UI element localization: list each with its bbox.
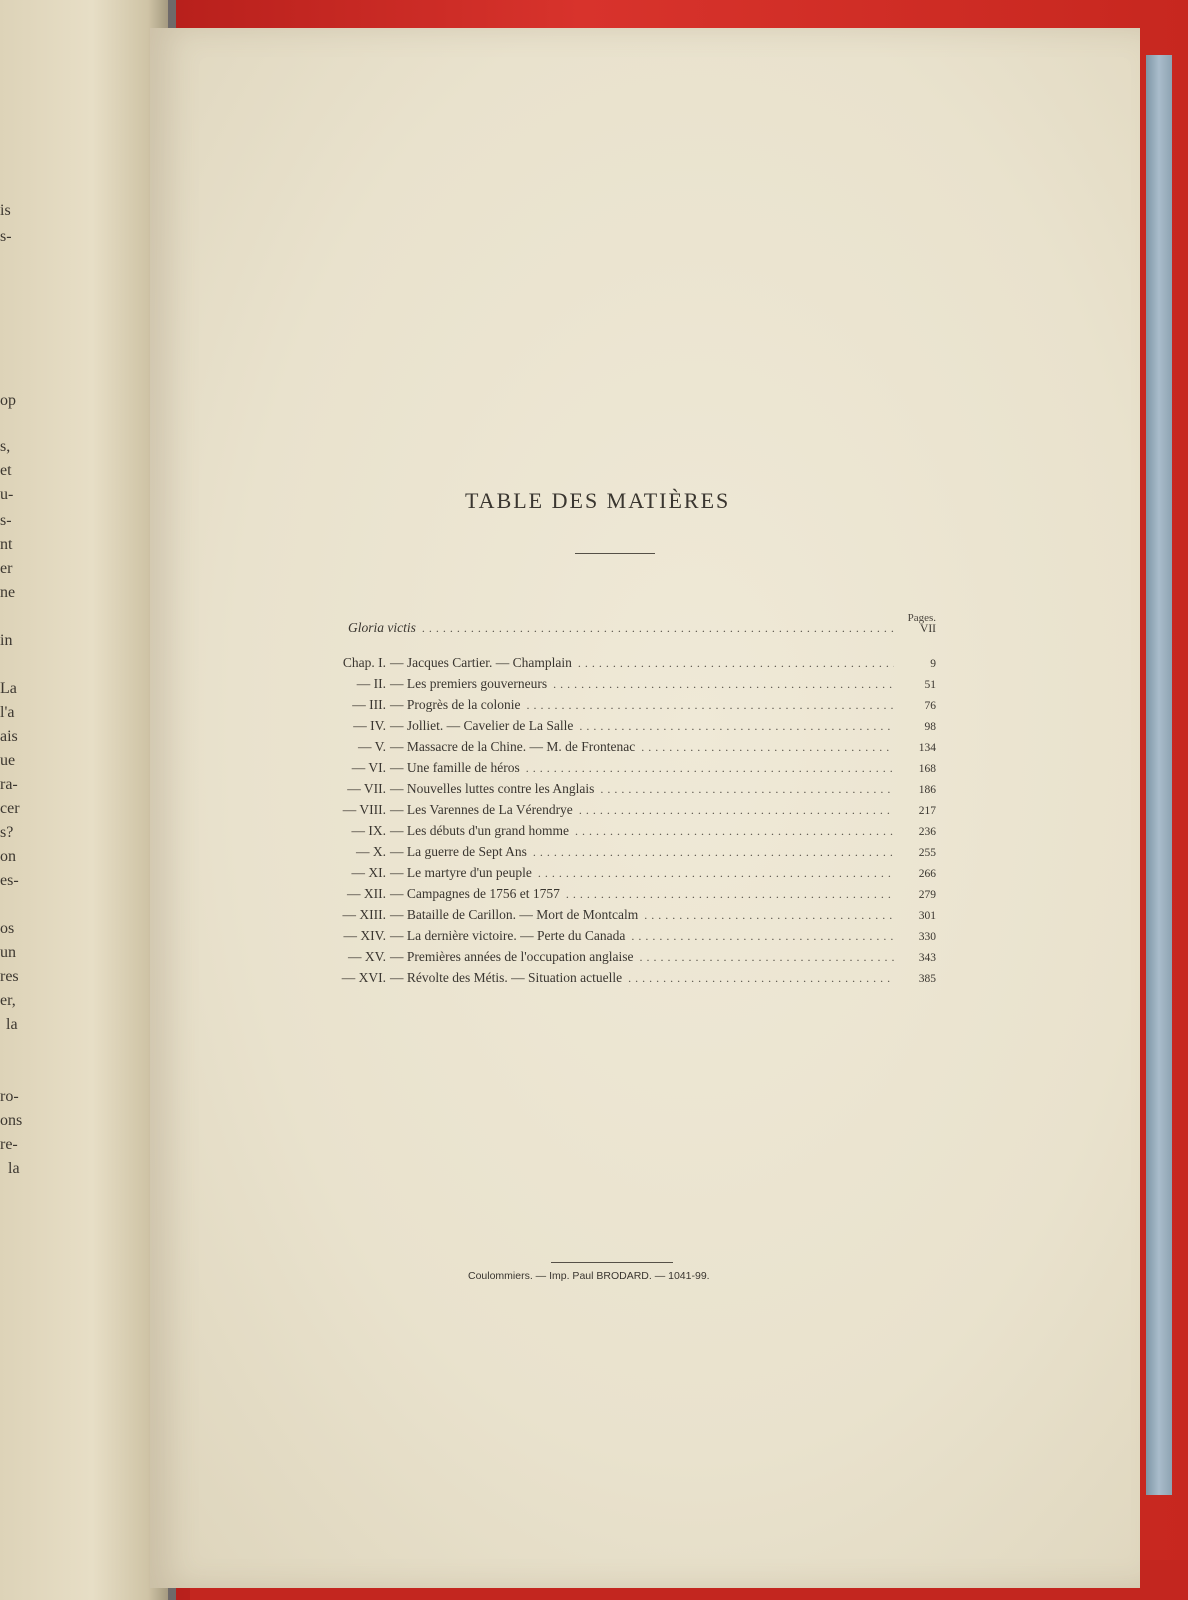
toc-leader-dots — [533, 845, 894, 860]
toc-entry — [290, 970, 936, 990]
toc-page-number: 301 — [918, 910, 936, 922]
left-page-text-fragment: in — [0, 632, 13, 649]
toc-entry — [290, 697, 936, 717]
toc-entry — [290, 886, 936, 906]
toc-leader-dots — [566, 887, 894, 902]
left-page — [0, 0, 168, 1600]
left-page-text-fragment: es- — [0, 872, 19, 889]
left-page-text-fragment: la — [8, 1160, 20, 1177]
toc-leader-dots — [526, 761, 894, 776]
left-page-text-fragment: s- — [0, 512, 12, 529]
toc-page-number: 51 — [924, 679, 936, 691]
toc-chapter-number: — XIII. — [342, 907, 386, 922]
left-page-text-fragment: et — [0, 462, 12, 479]
toc-chapter-number: — III. — [352, 697, 386, 712]
toc-chapter-number: — XVI. — [341, 970, 386, 985]
toc-page-number: 279 — [918, 889, 936, 901]
toc-chapter-title: — Les débuts d'un grand homme — [390, 823, 570, 838]
left-page-text-fragment: l'a — [0, 704, 15, 721]
toc-leader-dots — [639, 950, 894, 965]
toc-page-number: 236 — [918, 826, 936, 838]
toc-entry — [290, 949, 936, 969]
toc-leader-dots — [575, 824, 894, 839]
left-page-text-fragment: res — [0, 968, 19, 985]
toc-entry-gloria — [348, 620, 936, 640]
toc-page-number: 385 — [918, 973, 936, 985]
toc-leader-dots — [628, 971, 894, 986]
toc-entry — [290, 907, 936, 927]
toc-chapter-number: Chap. I. — [342, 655, 386, 670]
toc-page-number: 9 — [930, 658, 936, 670]
left-page-text-fragment: er, — [0, 992, 16, 1009]
toc-chapter-title: — Le martyre d'un peuple — [390, 865, 532, 880]
toc-page-number: VII — [920, 623, 936, 635]
toc-entry — [290, 760, 936, 780]
toc-chapter-title: — Bataille de Carillon. — Mort de Montcalm — [390, 907, 639, 922]
toc-chapter-title: — La dernière victoire. — Perte du Canada — [390, 928, 626, 943]
left-page-text-fragment: is — [0, 202, 11, 219]
toc-entry — [290, 781, 936, 801]
toc-chapter-title: — Jacques Cartier. — Champlain — [390, 655, 572, 670]
toc-entry — [290, 823, 936, 843]
left-page-text-fragment: s- — [0, 228, 12, 245]
toc-page-number: 98 — [924, 721, 936, 733]
toc-entry — [290, 802, 936, 822]
left-page-text-fragment: ais — [0, 728, 18, 745]
toc-entry — [290, 676, 936, 696]
left-page-text-fragment: ne — [0, 584, 16, 601]
toc-chapter-title: Gloria victis — [348, 620, 416, 635]
endpaper-edge — [1146, 55, 1172, 1495]
printer-imprint: Coulommiers. — Imp. Paul BRODARD. — 1041-99. — [468, 1270, 710, 1282]
toc-entry — [290, 718, 936, 738]
toc-page-number: 255 — [918, 847, 936, 859]
left-page-text-fragment: op — [0, 392, 16, 409]
toc-chapter-number: — VIII. — [342, 802, 386, 817]
toc-chapter-title: — Jolliet. — Cavelier de La Salle — [390, 718, 574, 733]
left-page-text-fragment: re- — [0, 1136, 18, 1153]
toc-leader-dots — [600, 782, 894, 797]
toc-chapter-title: — Les Varennes de La Vérendrye — [390, 802, 573, 817]
toc-chapter-title: — Progrès de la colonie — [390, 697, 521, 712]
toc-chapter-number: — XV. — [347, 949, 386, 964]
toc-chapter-number: — VI. — [351, 760, 386, 775]
imprint-rule — [551, 1262, 673, 1263]
toc-chapter-title: — Premières années de l'occupation anglaise — [390, 949, 634, 964]
left-page-text-fragment: un — [0, 944, 16, 961]
toc-chapter-number: — X. — [356, 844, 386, 859]
toc-leader-dots — [631, 929, 894, 944]
toc-leader-dots — [526, 698, 894, 713]
toc-page-number: 266 — [918, 868, 936, 880]
left-page-text-fragment: on — [0, 848, 16, 865]
left-page-text-fragment: la — [6, 1016, 18, 1033]
title-rule — [575, 553, 655, 554]
toc-entry — [290, 844, 936, 864]
pages-column-header: Pages. — [907, 612, 936, 624]
left-page-text-fragment: cer — [0, 800, 20, 817]
toc-leader-dots — [579, 803, 894, 818]
toc-chapter-number: — XII. — [347, 886, 386, 901]
toc-chapter-title: — Campagnes de 1756 et 1757 — [390, 886, 560, 901]
page-title: TABLE DES MATIÈRES — [465, 488, 731, 513]
toc-chapter-title: — Nouvelles luttes contre les Anglais — [390, 781, 595, 796]
toc-chapter-title: — Massacre de la Chine. — M. de Frontenac — [390, 739, 636, 754]
toc-entry — [290, 928, 936, 948]
left-page-text-fragment: La — [0, 680, 17, 697]
toc-page-number: 186 — [918, 784, 936, 796]
toc-chapter-number: — XIV. — [343, 928, 386, 943]
toc-leader-dots — [553, 677, 894, 692]
toc-chapter-number: — II. — [356, 676, 386, 691]
toc-entry — [290, 865, 936, 885]
toc-chapter-number: — IV. — [353, 718, 386, 733]
left-page-text-fragment: ue — [0, 752, 16, 769]
toc-chapter-title: — Révolte des Métis. — Situation actuelle — [390, 970, 623, 985]
left-page-text-fragment: nt — [0, 536, 13, 553]
toc-page-number: 76 — [924, 700, 936, 712]
left-page-text-fragment: ons — [0, 1112, 23, 1129]
toc-page-number: 330 — [918, 931, 936, 943]
toc-chapter-title: — Une famille de héros — [390, 760, 520, 775]
toc-leader-dots — [578, 656, 894, 671]
toc-chapter-title: — Les premiers gouverneurs — [390, 676, 548, 691]
left-page-text-fragment: s? — [0, 824, 14, 841]
toc-chapter-number: — IX. — [351, 823, 386, 838]
toc-chapter-number: — VII. — [347, 781, 386, 796]
toc-leader-dots — [422, 621, 894, 636]
toc-entry — [290, 739, 936, 759]
left-page-text-fragment: er — [0, 560, 13, 577]
toc-page-number: 134 — [918, 742, 936, 754]
toc-chapter-number: — XI. — [351, 865, 386, 880]
toc-leader-dots — [644, 908, 894, 923]
toc-leader-dots — [538, 866, 894, 881]
left-page-text-fragment: ra- — [0, 776, 18, 793]
toc-chapter-number: — V. — [357, 739, 386, 754]
left-page-text-fragment: os — [0, 920, 15, 937]
left-page-text-fragment: ro- — [0, 1088, 19, 1105]
toc-leader-dots — [641, 740, 894, 755]
left-page-text-fragment: u- — [0, 486, 14, 503]
toc-chapter-title: — La guerre de Sept Ans — [390, 844, 527, 859]
toc-page-number: 168 — [918, 763, 936, 775]
toc-entry — [290, 655, 936, 675]
toc-leader-dots — [579, 719, 894, 734]
toc-page-number: 217 — [918, 805, 936, 817]
toc-page-number: 343 — [918, 952, 936, 964]
left-page-text-fragment: s, — [0, 438, 11, 455]
